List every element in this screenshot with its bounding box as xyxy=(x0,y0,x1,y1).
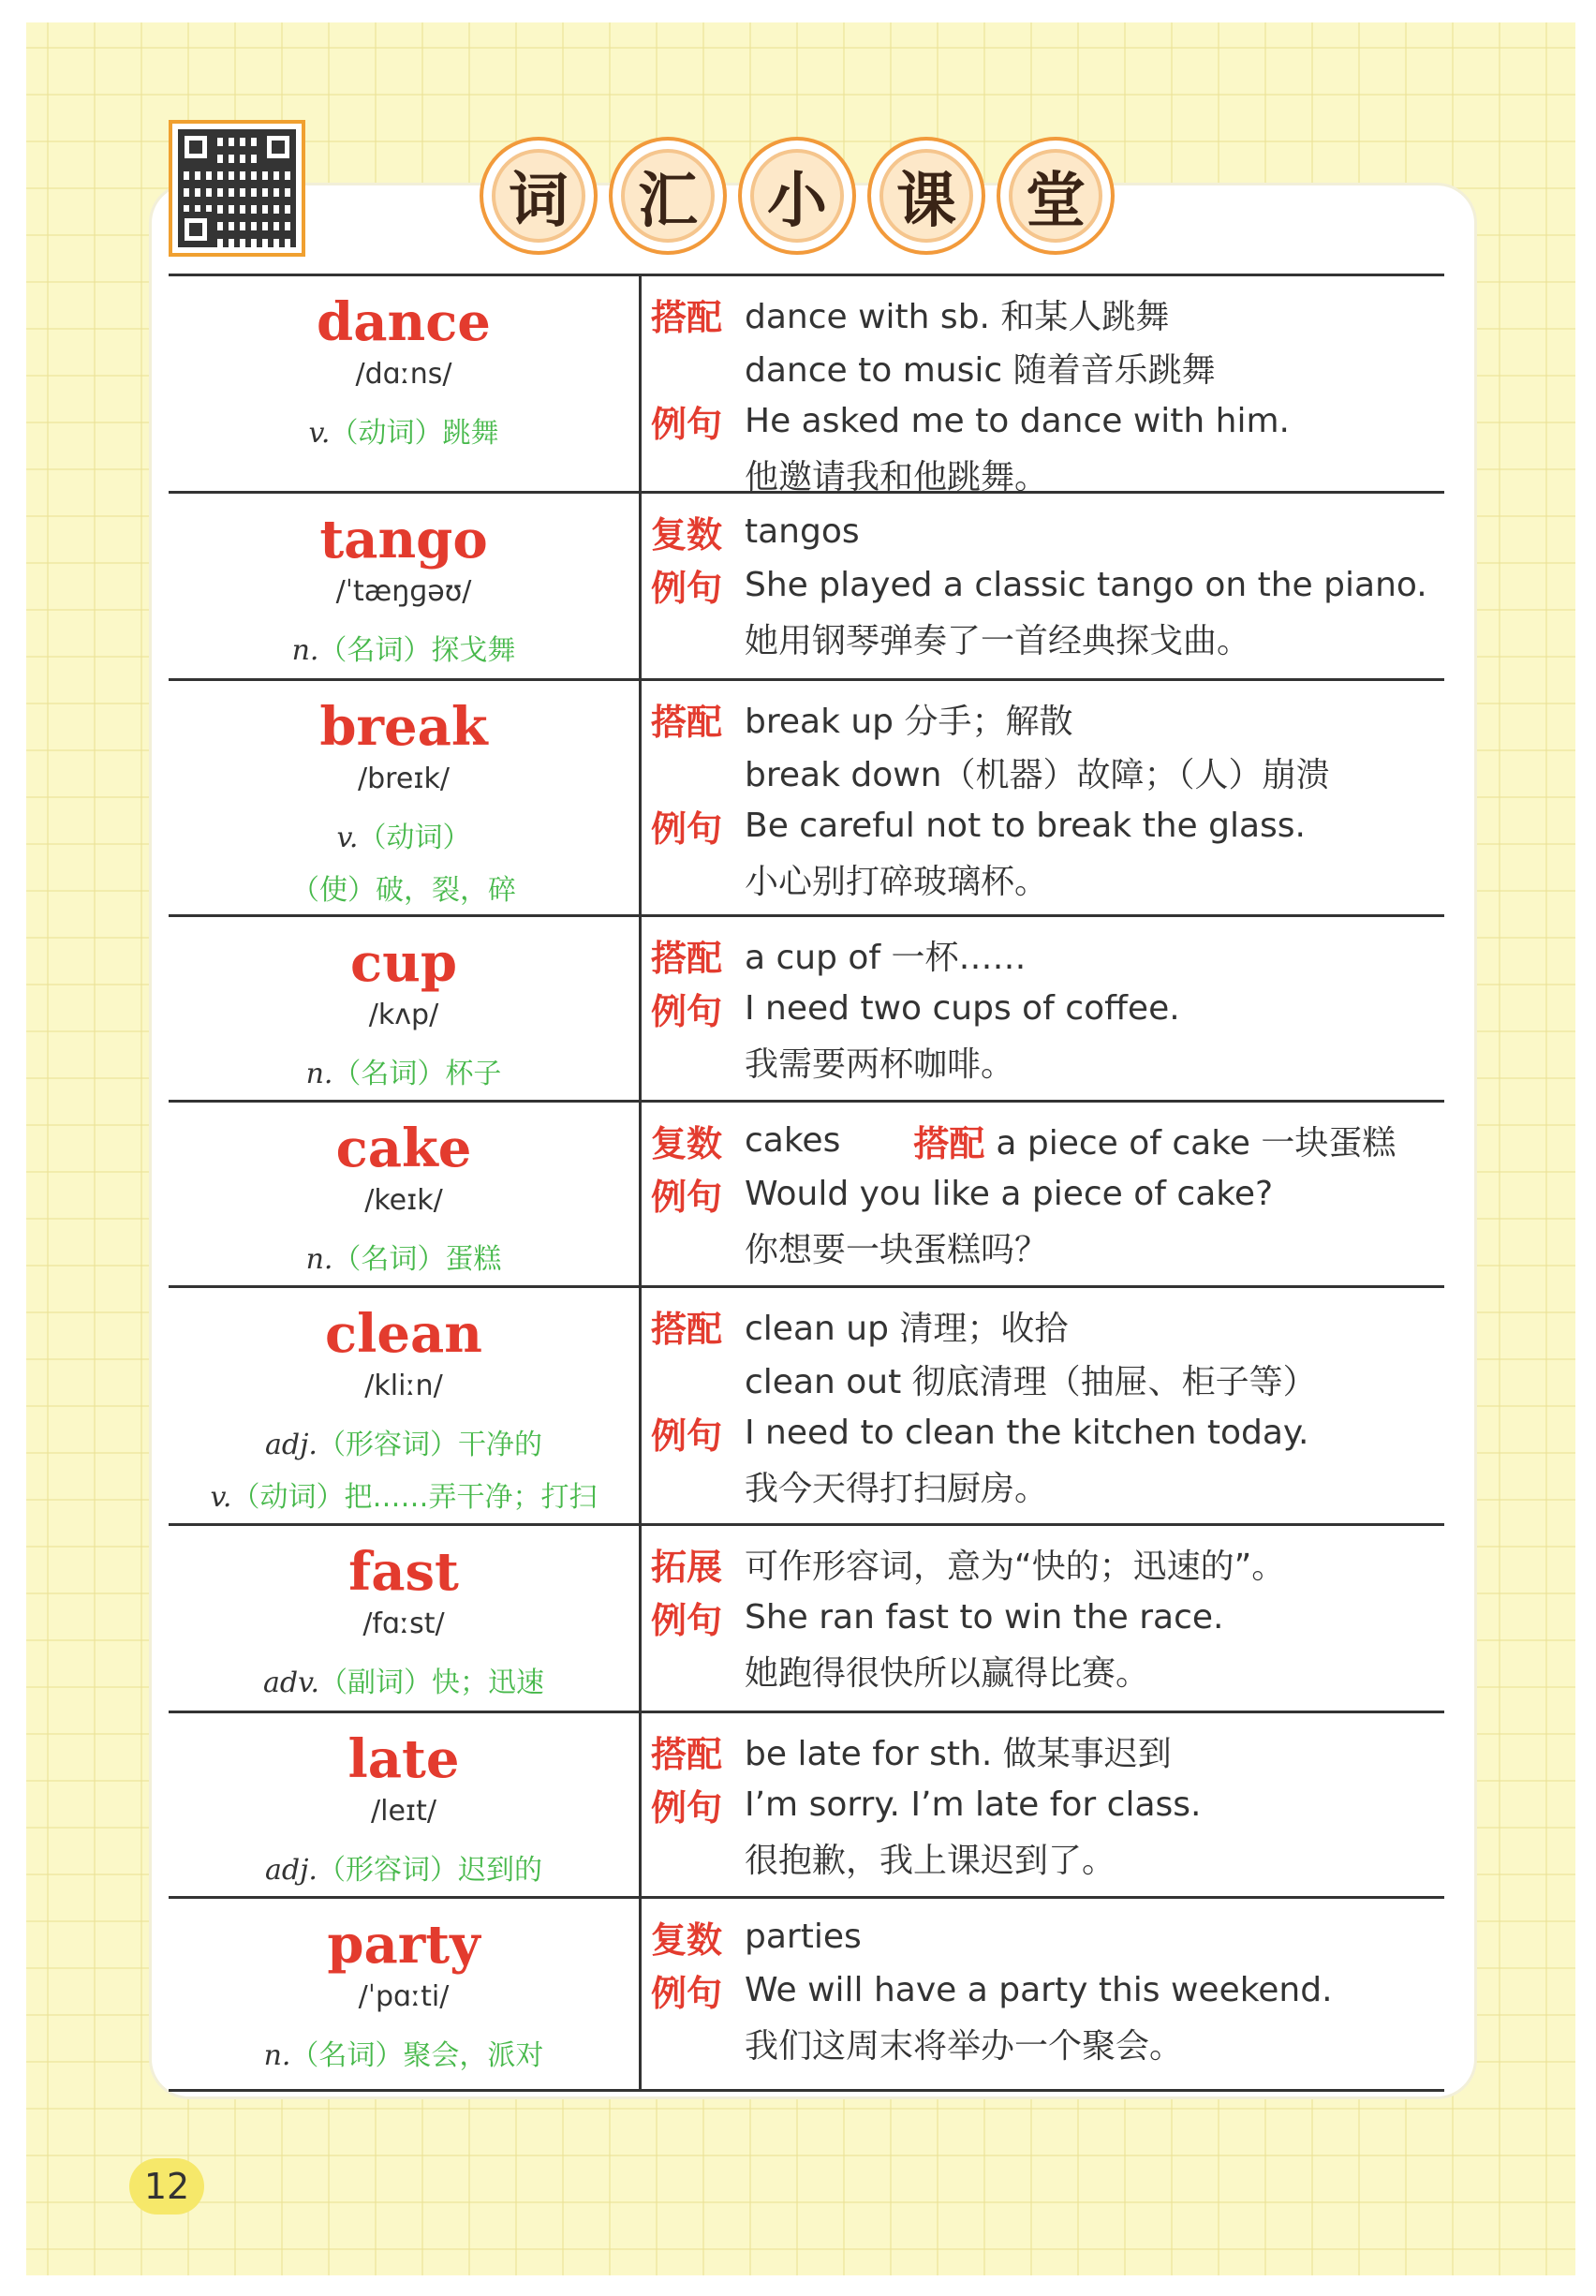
pos-meaning: （名词）杯子 xyxy=(332,1058,502,1090)
detail-text: 我需要两杯咖啡。 xyxy=(745,1045,1015,1084)
detail-column xyxy=(642,494,1444,678)
tag-label: 搭配 xyxy=(913,1123,985,1164)
detail-text: She ran fast to win the race. xyxy=(745,1598,1224,1637)
phonetic: /leɪt/ xyxy=(371,1795,436,1828)
tag-label: 例句 xyxy=(651,1600,723,1641)
detail-text: 他邀请我和他跳舞。 xyxy=(745,458,1049,496)
word-column xyxy=(169,681,642,914)
detail-text: a piece of cake 一块蛋糕 xyxy=(996,1124,1396,1163)
pos-meaning: （使）破，裂，碎 xyxy=(291,874,516,907)
qr-finder-top-right xyxy=(260,129,296,165)
tag-label: 例句 xyxy=(651,1415,723,1457)
tag-label: 复数 xyxy=(651,514,723,555)
pos-meaning: （副词）快；迅速 xyxy=(319,1666,544,1699)
tag-label: 复数 xyxy=(651,1123,723,1164)
tag-label: 搭配 xyxy=(651,297,723,338)
vocab-entry-tango xyxy=(169,494,1444,681)
detail-text: She played a classic tango on the piano. xyxy=(745,566,1427,604)
detail-text: Be careful not to break the glass. xyxy=(745,807,1306,845)
part-of-speech xyxy=(265,1844,542,1897)
pos-meaning: （动词） xyxy=(358,822,471,854)
page-edge-right xyxy=(1575,0,1596,2296)
pos-abbr: n. xyxy=(263,2039,291,2072)
part-of-speech xyxy=(263,1657,544,1710)
detail-text: clean up 清理；收拾 xyxy=(745,1310,1069,1348)
pos-abbr: n. xyxy=(305,1058,333,1090)
detail-text: I’m sorry. I’m late for class. xyxy=(745,1785,1202,1824)
page-edge-top xyxy=(0,0,1596,22)
page-title xyxy=(480,137,1115,255)
qr-finder-bottom-left xyxy=(178,212,214,247)
pos-meaning: （名词）聚会，派对 xyxy=(290,2039,544,2072)
word-column xyxy=(169,1713,642,1896)
detail-column xyxy=(642,1288,1444,1523)
headword: dance xyxy=(317,291,491,353)
phonetic: /dɑːns/ xyxy=(355,358,452,391)
headword: tango xyxy=(319,509,488,570)
pos-meaning: （动词）把……弄干净；打扫 xyxy=(231,1481,598,1514)
tag-label: 例句 xyxy=(651,1973,723,2014)
pos-abbr: v. xyxy=(308,417,331,450)
vocab-entry-late xyxy=(169,1713,1444,1899)
page-edge-left xyxy=(0,0,26,2296)
pos-abbr: n. xyxy=(305,1243,333,1276)
detail-text: He asked me to dance with him. xyxy=(745,402,1290,440)
headword: party xyxy=(327,1914,480,1976)
vocab-entry-clean xyxy=(169,1288,1444,1526)
headword: break xyxy=(319,696,488,758)
detail-text: 小心别打碎玻璃杯。 xyxy=(745,863,1049,901)
vocab-entry-break xyxy=(169,681,1444,917)
detail-text: 她用钢琴弹奏了一首经典探戈曲。 xyxy=(745,622,1251,660)
phonetic: /kliːn/ xyxy=(364,1370,443,1402)
detail-text: cakes xyxy=(745,1121,841,1160)
word-column xyxy=(169,917,642,1100)
pos-abbr: adj. xyxy=(265,1429,318,1461)
vocab-entry-dance xyxy=(169,276,1444,494)
vocab-entry-party xyxy=(169,1899,1444,2092)
detail-text: be late for sth. 做某事迟到 xyxy=(745,1735,1172,1773)
pos-abbr: adj. xyxy=(265,1854,318,1887)
part-of-speech xyxy=(291,812,516,917)
detail-column xyxy=(642,917,1444,1100)
vocab-entry-fast xyxy=(169,1526,1444,1713)
detail-text: I need two cups of coffee. xyxy=(745,989,1180,1028)
word-column xyxy=(169,1103,642,1285)
pos-meaning: （名词）蛋糕 xyxy=(332,1243,502,1276)
phonetic: /ˈpɑːti/ xyxy=(358,1980,450,2013)
pos-meaning: （形容词）干净的 xyxy=(317,1429,542,1461)
detail-column xyxy=(642,1103,1444,1285)
vocab-entry-cake xyxy=(169,1103,1444,1288)
title-char: 小 xyxy=(738,137,856,255)
detail-text: break up 分手；解散 xyxy=(745,703,1073,741)
headword: fast xyxy=(348,1541,459,1603)
vocab-entry-cup xyxy=(169,917,1444,1103)
qr-code-icon[interactable] xyxy=(169,120,305,257)
tag-label: 拓展 xyxy=(651,1547,723,1588)
pos-meaning: （动词）跳舞 xyxy=(330,417,499,450)
word-column xyxy=(169,1526,642,1711)
detail-text: We will have a party this weekend. xyxy=(745,1971,1333,2009)
detail-text: 很抱歉，我上课迟到了。 xyxy=(745,1842,1116,1880)
tag-label: 复数 xyxy=(651,1919,723,1961)
detail-column xyxy=(642,276,1444,496)
detail-text: parties xyxy=(745,1918,862,1956)
tag-label: 例句 xyxy=(651,991,723,1032)
phonetic: /ˈtæŋɡəʊ/ xyxy=(335,575,472,608)
pos-meaning: （名词）探戈舞 xyxy=(318,634,516,667)
word-column xyxy=(169,1899,642,2089)
detail-column xyxy=(642,1899,1444,2089)
detail-text: a cup of 一杯…… xyxy=(745,939,1027,977)
part-of-speech xyxy=(211,1419,598,1524)
detail-text: Would you like a piece of cake? xyxy=(745,1175,1274,1213)
page-number: 12 xyxy=(129,2158,204,2215)
detail-column xyxy=(642,1713,1444,1896)
pos-abbr: v. xyxy=(210,1481,232,1514)
detail-text: dance with sb. 和某人跳舞 xyxy=(745,298,1170,336)
detail-text: 她跑得很快所以赢得比赛。 xyxy=(745,1654,1150,1693)
qr-pattern xyxy=(178,129,296,247)
detail-text: 可作形容词，意为“快的；迅速的”。 xyxy=(745,1548,1286,1586)
detail-text: 我今天得打扫厨房。 xyxy=(745,1470,1049,1508)
detail-column xyxy=(642,681,1444,914)
tag-label: 搭配 xyxy=(651,938,723,979)
headword: late xyxy=(347,1728,460,1790)
title-char: 词 xyxy=(480,137,598,255)
part-of-speech xyxy=(292,625,516,677)
tag-label: 搭配 xyxy=(651,1734,723,1775)
word-column xyxy=(169,494,642,678)
title-char: 汇 xyxy=(609,137,727,255)
detail-text: break down（机器）故障；（人）崩溃 xyxy=(745,756,1330,794)
pos-abbr: n. xyxy=(291,634,319,667)
word-column xyxy=(169,276,642,491)
detail-text: 你想要一块蛋糕吗？ xyxy=(745,1231,1049,1269)
title-char: 堂 xyxy=(997,137,1115,255)
pos-abbr: adv. xyxy=(262,1666,319,1699)
headword: cup xyxy=(350,932,457,994)
vocabulary-table xyxy=(169,274,1444,2092)
part-of-speech xyxy=(264,2030,544,2082)
detail-text: clean out 彻底清理（抽屉、柜子等） xyxy=(745,1363,1317,1401)
phonetic: /kʌp/ xyxy=(368,999,439,1031)
qr-finder-top-left xyxy=(178,129,214,165)
part-of-speech xyxy=(306,1234,502,1286)
headword: clean xyxy=(325,1303,482,1365)
tag-label: 例句 xyxy=(651,404,723,445)
tag-label: 例句 xyxy=(651,568,723,609)
page-edge-bottom xyxy=(0,2275,1596,2296)
headword: cake xyxy=(335,1118,472,1179)
part-of-speech xyxy=(309,407,499,460)
tag-label: 例句 xyxy=(651,1787,723,1829)
tag-label: 例句 xyxy=(651,1177,723,1218)
phonetic: /fɑːst/ xyxy=(362,1607,445,1640)
part-of-speech xyxy=(306,1048,502,1101)
phonetic: /breɪk/ xyxy=(358,763,450,795)
phonetic: /keɪk/ xyxy=(364,1184,443,1217)
pos-abbr: v. xyxy=(336,822,359,854)
tag-label: 搭配 xyxy=(651,1309,723,1350)
pos-meaning: （形容词）迟到的 xyxy=(317,1854,542,1887)
word-column xyxy=(169,1288,642,1523)
tag-label: 搭配 xyxy=(651,702,723,743)
detail-column xyxy=(642,1526,1444,1711)
tag-label: 例句 xyxy=(651,808,723,850)
detail-text: 我们这周末将举办一个聚会。 xyxy=(745,2027,1184,2066)
detail-text: tangos xyxy=(745,512,860,551)
title-char: 课 xyxy=(867,137,985,255)
detail-text: dance to music 随着音乐跳舞 xyxy=(745,351,1216,390)
detail-text: I need to clean the kitchen today. xyxy=(745,1414,1309,1452)
